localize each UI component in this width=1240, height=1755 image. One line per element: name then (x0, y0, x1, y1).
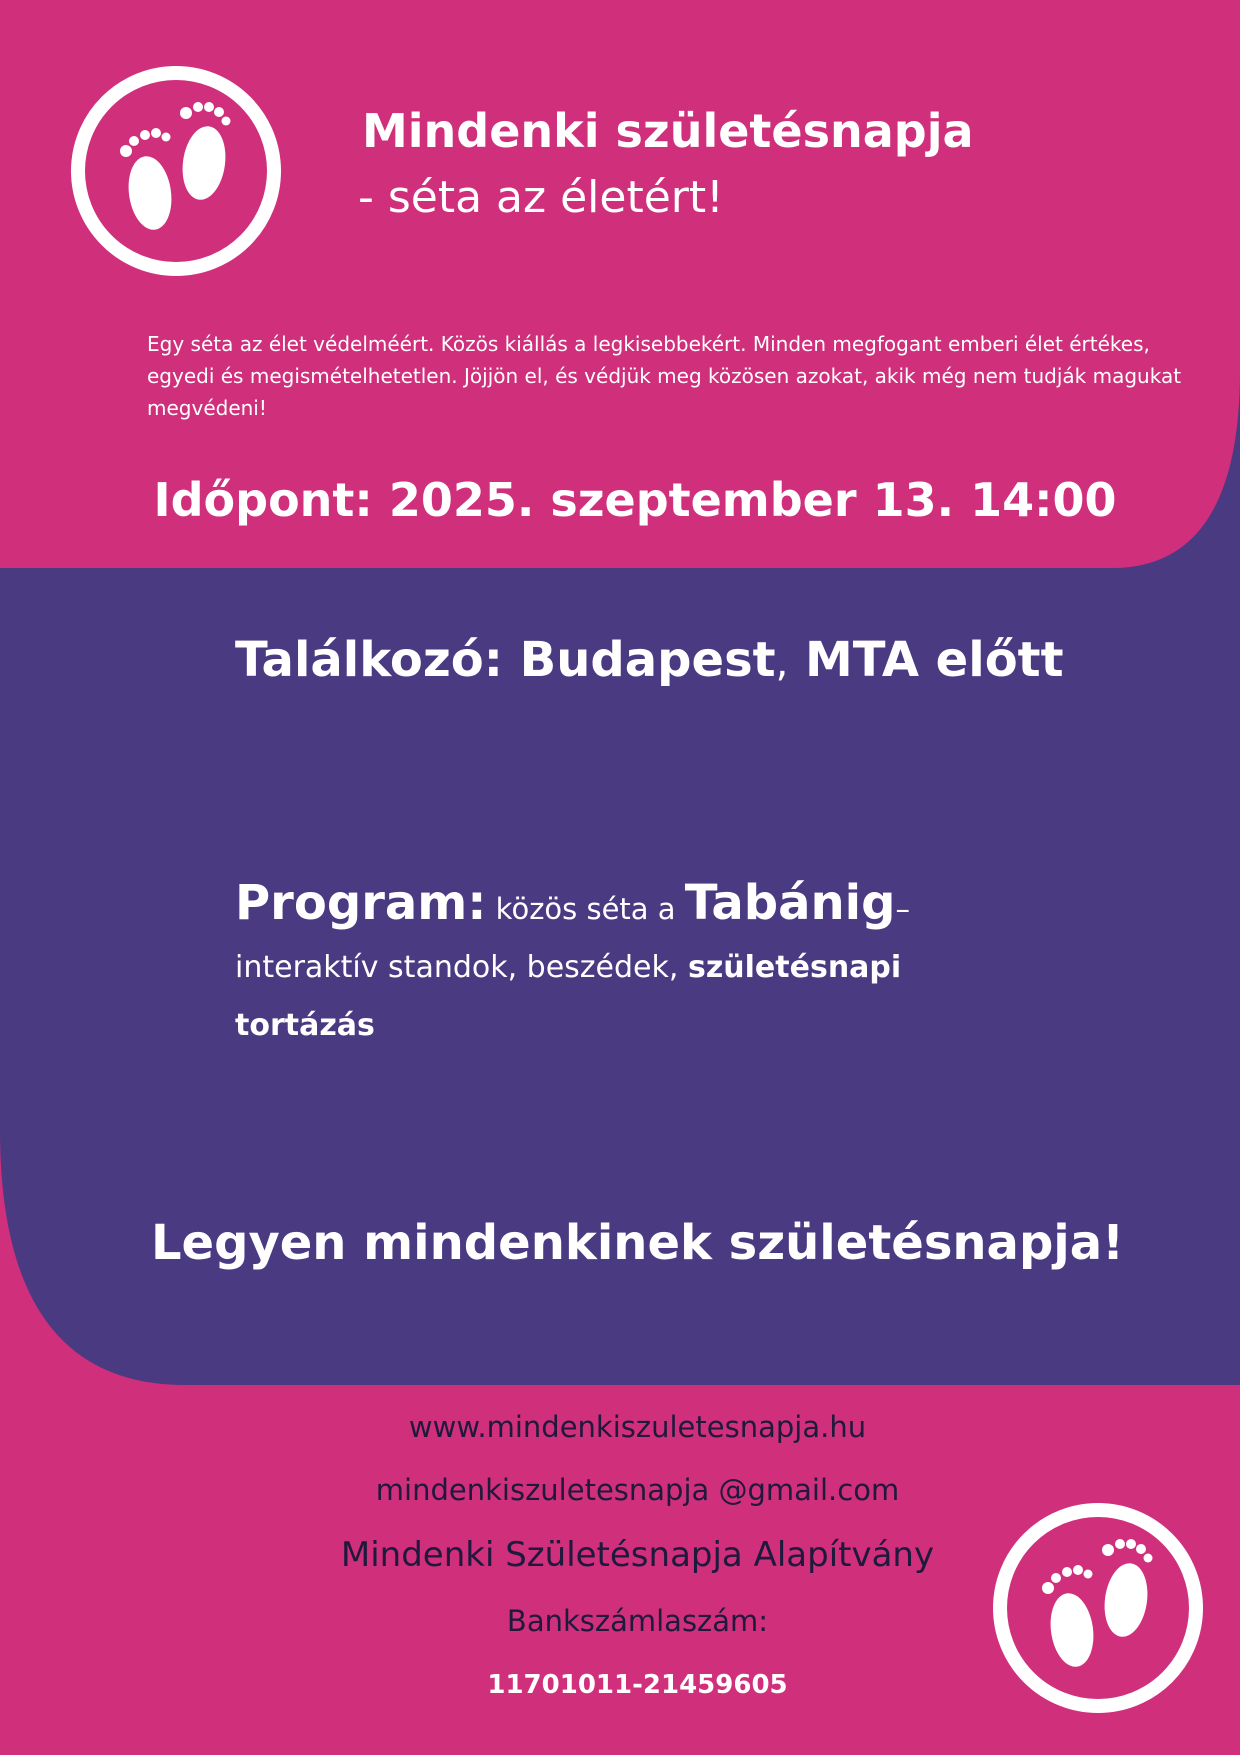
page-title: Mindenki születésnapja (362, 104, 974, 158)
page-subtitle: - séta az életért! (358, 172, 724, 223)
closing-slogan: Legyen mindenkinek születésnapja! (150, 1215, 1125, 1271)
event-time: Időpont: 2025. szeptember 13. 14:00 (153, 473, 1117, 527)
bank-label: Bankszámlaszám: (506, 1604, 769, 1638)
email-link[interactable]: mindenkiszuletesnapja @gmail.com (375, 1473, 900, 1507)
meeting-comma: , (775, 640, 789, 686)
baby-footprints-icon (68, 63, 284, 279)
meeting-place: MTA előtt (788, 632, 1064, 688)
program-line-2 (235, 939, 995, 1055)
website-link[interactable]: www.mindenkiszuletesnapja.hu (408, 1410, 867, 1444)
program-line-1 (235, 875, 995, 931)
program-walk-text: közös séta a (486, 892, 685, 926)
meeting-point (235, 632, 1064, 688)
program-destination: Tabánig (684, 875, 896, 931)
baby-footprints-icon (990, 1500, 1206, 1716)
meeting-city: Találkozó: Budapest (235, 632, 776, 688)
bank-number: 11701011-21459605 (487, 1670, 788, 1700)
program-section (235, 875, 995, 1055)
organization-name: Mindenki Születésnapja Alapítvány (340, 1535, 935, 1575)
program-activities: interaktív standok, beszédek, (235, 950, 688, 985)
program-dash: – (895, 892, 910, 926)
program-cake: születésnapi tortázás (235, 950, 902, 1043)
intro-paragraph: Egy séta az élet védelméért. Közös kiállás a legkisebbekért. Minden megfogant emberi élet értékes, egyedi és megismételhetetlen. Jöjjön el, és védjük meg közösen azokat, akik még nem tudják magukat megvédeni! (147, 332, 1182, 420)
program-label: Program: (235, 875, 487, 931)
